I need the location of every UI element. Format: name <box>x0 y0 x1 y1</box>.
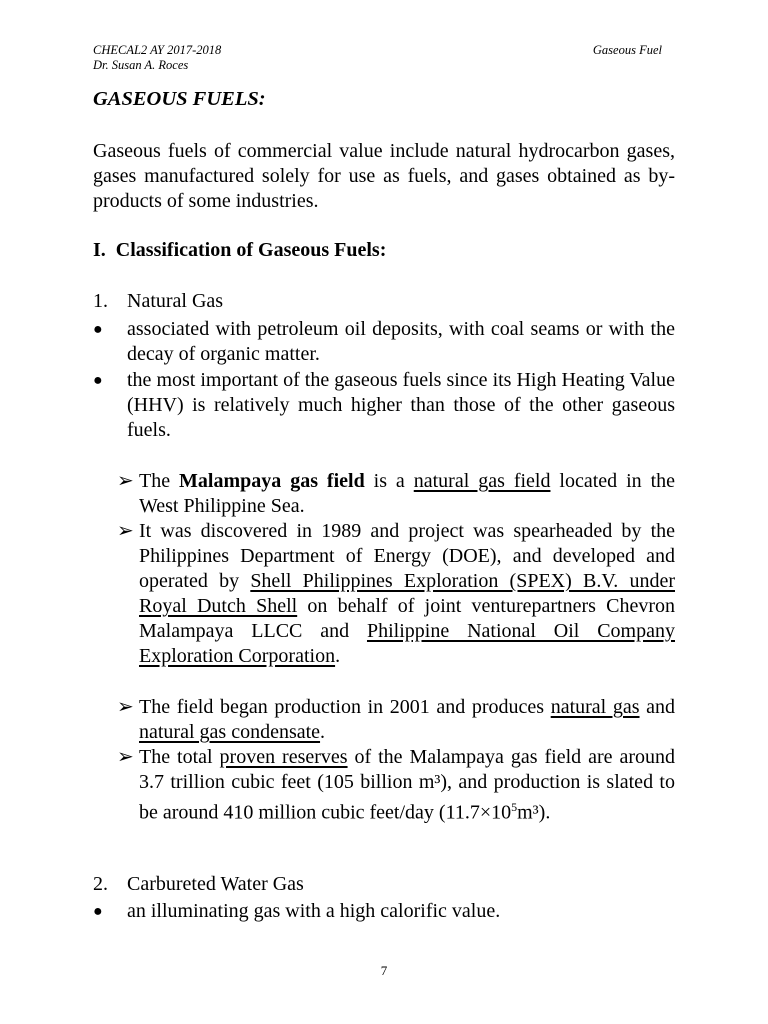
item-label: Natural Gas <box>127 290 224 312</box>
arrow-bullet-icon: ➢ <box>117 696 134 718</box>
bullet-icon: ● <box>93 372 103 389</box>
link-spex[interactable]: Shell Philippines Exploration (SPEX) B.V. under <box>250 570 675 592</box>
link-proven-reserves[interactable]: proven reserves <box>219 746 348 768</box>
arrow-bullet-icon: ➢ <box>117 470 134 492</box>
bullet-text: an illuminating gas with a high calorific value. <box>127 900 501 922</box>
link-natural-gas-condensate[interactable]: natural gas condensate <box>139 721 321 743</box>
arrow-text: The field began production in 2001 and produces natural gas and natural gas condensate. <box>139 696 676 743</box>
section-title: Classification of Gaseous Fuels: <box>115 239 387 261</box>
link-royal-dutch-shell[interactable]: Royal Dutch Shell <box>139 595 298 617</box>
bullet-item <box>93 368 675 443</box>
superscript: 5 <box>511 800 518 814</box>
page-title: GASEOUS FUELS: <box>93 88 266 110</box>
page-header-left <box>93 43 221 73</box>
arrow-item <box>117 695 675 745</box>
bullet-text: the most important of the gaseous fuels since its High Heating Value (HHV) is relatively much higher than those of the other gaseous fuels. <box>127 369 675 441</box>
bullet-text: associated with petroleum oil deposits, with coal seams or with the decay of organic matter. <box>127 318 675 365</box>
arrow-item <box>117 469 675 519</box>
arrow-item <box>117 519 675 669</box>
link-pnoc[interactable]: Philippine National Oil Company Exploration Corporation <box>139 620 675 667</box>
arrow-text: The total proven reserves of the Malampaya gas field are around 3.7 trillion cubic feet (105 billion m³), and production is slated to be around 410 million cubic feet/day $(11.7\times 10^5m^3)$. <box>139 746 675 824</box>
bullet-icon: ● <box>93 903 103 920</box>
course-label: CHECAL2 AY 2017-2018 <box>93 43 222 57</box>
arrow-text: The Malampaya gas field is a natural gas field located in the West Philippine Sea. <box>139 470 676 517</box>
arrow-bullet-icon: ➢ <box>117 520 134 542</box>
item-number: 1. <box>93 290 108 312</box>
item-number: 2. <box>93 873 108 895</box>
list-item-carbureted-water-gas <box>93 872 304 897</box>
link-natural-gas-field[interactable]: natural gas field <box>413 470 551 492</box>
bullet-item <box>93 899 675 924</box>
section-heading <box>93 238 675 263</box>
instructor-label: Dr. Susan A. Roces <box>93 58 189 72</box>
section-number: I. <box>93 239 106 261</box>
bold-term: Malampaya gas field <box>179 470 365 492</box>
page-header-topic: Gaseous Fuel <box>592 43 662 57</box>
bullet-icon: ● <box>93 321 103 338</box>
bullet-item <box>93 317 675 367</box>
page-number: 7 <box>380 963 388 978</box>
arrow-item <box>117 745 675 826</box>
intro-paragraph: Gaseous fuels of commercial value include natural hydrocarbon gases, gases manufactured solely for use as fuels, and gases obtained as by-products of some industries. <box>93 140 675 212</box>
list-item-natural-gas <box>93 289 223 314</box>
arrow-text: It was discovered in 1989 and project was spearheaded by the Philippines Department of Energy (DOE), and developed and operated by Shell Philippines Exploration (SPEX) B.V. under Royal Dutch Shell on behalf of joint venturepartners Chevron Malampaya LLCC and Philippine National Oil Company Exploration Corporation. <box>139 520 676 667</box>
arrow-bullet-icon: ➢ <box>117 746 134 768</box>
link-natural-gas[interactable]: natural gas <box>550 696 640 718</box>
item-label: Carbureted Water Gas <box>127 873 304 895</box>
